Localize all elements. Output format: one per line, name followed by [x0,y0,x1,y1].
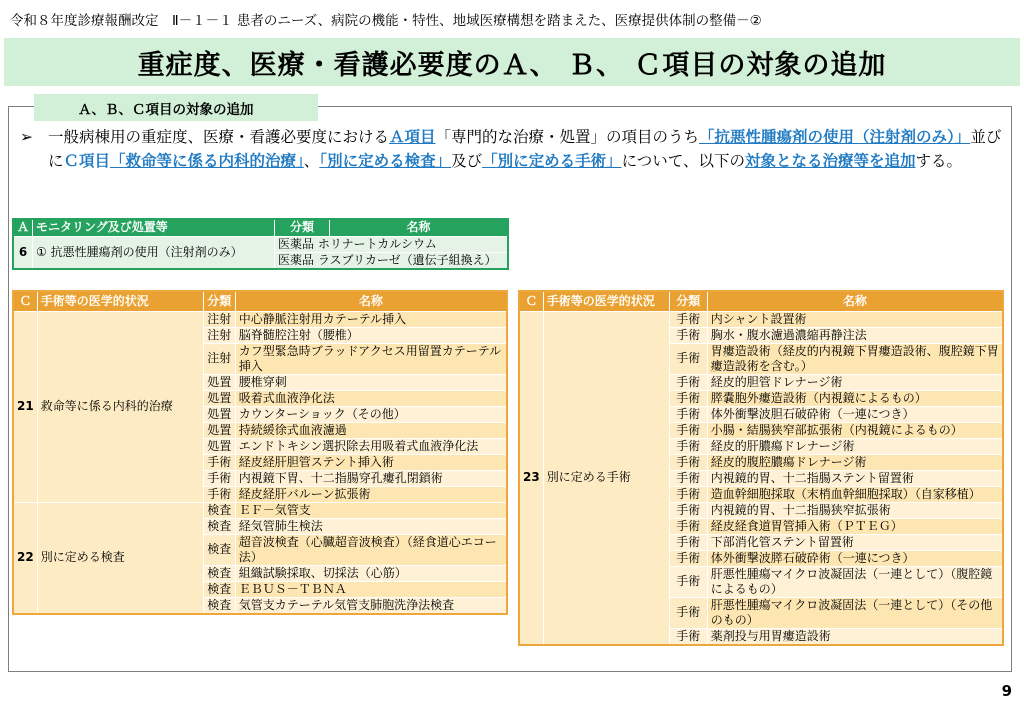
cell-name: 肝悪性腫瘍マイクロ波凝固法（一連として）（腹腔鏡によるもの） [707,566,1003,597]
cell-category: 処置 [203,390,235,406]
cell-category: 手術 [669,422,707,438]
col-c: Ｃ [13,291,37,311]
cell-category: 手術 [669,390,707,406]
cell-name: 中心静脈注射用カテーテル挿入 [235,311,507,327]
table-c-right [518,290,1004,646]
highlight-additions: 対象となる治療等を追加 [745,152,916,170]
highlight-antitumor: 「抗悪性腫瘍剤の使用（注射剤のみ）」 [699,128,971,146]
cell-category: 手術 [669,486,707,502]
cell-name: ホリナートカルシウム [317,236,437,251]
row-situation: 別に定める手術 [543,311,669,645]
cell-name: カフ型緊急時ブラッドアクセス用留置カテーテル挿入 [235,343,507,374]
cell-category: 手術 [203,454,235,470]
cell-category: 処置 [203,406,235,422]
table-c-right-body [519,311,1003,645]
cell-category: 手術 [669,628,707,645]
a-item-label: Ａ項目 [389,128,436,146]
bullet-arrow-icon: ➢ [20,128,33,146]
col-situation: 手術等の医学的状況 [37,291,203,311]
intro-text [48,125,1010,173]
cell-category: 処置 [203,438,235,454]
row-number: 23 [519,311,543,645]
row-number: 22 [13,502,37,614]
cell-name: 経皮経食道胃管挿入術（ＰＴＥＧ） [707,518,1003,534]
cell-name: 経皮的腹腔膿瘍ドレナージ術 [707,454,1003,470]
cell-name: 内シャント設置術 [707,311,1003,327]
row-item: ① 抗悪性腫瘍剤の使用（注射剤のみ） [33,236,275,269]
cell-name: 下部消化管ステント留置術 [707,534,1003,550]
cell-name: 膵嚢胞外瘻造設術（内視鏡によるもの） [707,390,1003,406]
c-item-label: Ｃ項目 [63,152,111,170]
intro-text-2: 「専門的な治療・処置」の項目のうち [435,128,700,146]
intro-text-5: 及び [451,152,483,170]
cell-name: 内視鏡的胃、十二指腸ステント留置術 [707,470,1003,486]
cell-name: 胸水・腹水濾過濃縮再静注法 [707,327,1003,343]
cell-name: 経気管肺生検法 [235,518,507,534]
cell-category: 手術 [669,374,707,390]
intro-text-6: について、以下の [621,152,745,170]
cell-name: 経皮的胆管ドレナージ術 [707,374,1003,390]
table-c-right-header [519,291,1003,311]
table-c-left-header [13,291,507,311]
cell-category: 検査 [203,518,235,534]
cell-category: 注射 [203,311,235,327]
intro-paragraph [20,125,1010,173]
cell-name: 持続緩徐式血液濾過 [235,422,507,438]
page-title: 重症度、医療・看護必要度のＡ、 Ｂ、 Ｃ項目の対象の追加 [137,49,887,81]
col-name: 名称 [235,291,507,311]
cell-category: 手術 [669,534,707,550]
highlight-lifesaving: 「救命等に係る内科的治療」 [110,152,304,170]
cell-category: 手術 [669,454,707,470]
cell-category: 検査 [203,581,235,597]
page-header: 令和８年度診療報酬改定 Ⅱ－１－１ 患者のニーズ、病院の機能・特性、地域医療構想を踏まえた、医療提供体制の整備－② [10,13,762,29]
table-c-left [12,290,508,615]
cell-name: 腰椎穿刺 [235,374,507,390]
cell-category: 手術 [669,311,707,327]
cell-name: 気管支カテーテル気管支肺胞洗浄法検査 [235,597,507,614]
cell-name: 内視鏡的胃、十二指腸狭窄拡張術 [707,502,1003,518]
cell-name: 胃瘻造設術（経皮的内視鏡下胃瘻造設術、腹腔鏡下胃瘻造設術を含む。） [707,343,1003,374]
cell-category: 検査 [203,534,235,565]
col-name: 名称 [707,291,1003,311]
table-c-left-body [13,311,507,614]
cell-category: 検査 [203,502,235,518]
intro-text-1: 一般病棟用の重症度、医療・看護必要度における [48,128,390,146]
intro-text-4: 、 [303,152,320,170]
section-tab: Ａ、Ｂ、Ｃ項目の対象の追加 [34,94,318,121]
col-situation: 手術等の医学的状況 [543,291,669,311]
cell-category: 手術 [669,566,707,597]
cell-category: 手術 [669,550,707,566]
cell-category: 手術 [203,486,235,502]
cell-name: 造血幹細胞採取（末梢血幹細胞採取）（自家移植） [707,486,1003,502]
cell-category: 処置 [203,422,235,438]
cell-name: 内視鏡下胃、十二指腸穿孔瘻孔閉鎖術 [235,470,507,486]
col-monitoring: モニタリング及び処置等 [33,219,275,236]
cell-category: 検査 [203,565,235,581]
cell-category: 処置 [203,374,235,390]
table-row [519,311,1003,327]
row-drug [275,252,508,269]
cell-name: カウンターショック（その他） [235,406,507,422]
cell-category: 手術 [669,343,707,374]
cell-category: 手術 [669,327,707,343]
table-row [13,236,508,252]
cell-name: 経皮的肝膿瘍ドレナージ術 [707,438,1003,454]
cell-name: 小腸・結腸狭窄部拡張術（内視鏡によるもの） [707,422,1003,438]
cell-category: 医薬品 [278,236,315,251]
cell-category: 注射 [203,343,235,374]
row-situation: 救命等に係る内科的治療 [37,311,203,502]
cell-category: 医薬品 [278,252,315,267]
col-a: Ａ [13,219,33,236]
highlight-surgery: 「別に定める手術」 [482,152,622,170]
intro-text-3: 並びに [48,128,1002,170]
cell-category: 手術 [669,518,707,534]
cell-name: 経皮経肝バルーン拡張術 [235,486,507,502]
cell-name: 組織試験採取、切採法（心筋） [235,565,507,581]
cell-name: 吸着式血液浄化法 [235,390,507,406]
cell-category: 手術 [669,502,707,518]
row-number: 21 [13,311,37,502]
table-row [13,311,507,327]
col-c: Ｃ [519,291,543,311]
cell-name: ラスブリカーゼ（遺伝子組換え） [317,252,497,267]
cell-name: ＥＦ－気管支 [235,502,507,518]
cell-category: 手術 [669,470,707,486]
table-a [12,218,509,270]
intro-text-7: する。 [915,152,963,170]
cell-name: 肝悪性腫瘍マイクロ波凝固法（一連として）（その他のもの） [707,597,1003,628]
cell-name: ＥＢＵＳ－ＴＢＮＡ [235,581,507,597]
cell-category: 検査 [203,597,235,614]
page-number: 9 [1001,682,1012,700]
cell-name: 超音波検査（心臓超音波検査）（経食道心エコー法） [235,534,507,565]
cell-category: 手術 [669,597,707,628]
table-row [13,502,507,518]
cell-name: エンドトキシン選択除去用吸着式血液浄化法 [235,438,507,454]
table-a-header [13,219,508,236]
cell-category: 手術 [669,438,707,454]
cell-category: 注射 [203,327,235,343]
col-category: 分類 [203,291,235,311]
col-name: 名称 [330,219,508,236]
title-bar [4,38,1020,86]
cell-name: 脳脊髄腔注射（腰椎） [235,327,507,343]
cell-category: 手術 [669,406,707,422]
cell-name: 薬剤投与用胃瘻造設術 [707,628,1003,645]
cell-category: 手術 [203,470,235,486]
row-drug [275,236,508,252]
row-situation: 別に定める検査 [37,502,203,614]
col-category: 分類 [669,291,707,311]
highlight-exams: 「別に定める検査」 [319,152,452,170]
cell-name: 経皮経肝胆管ステント挿入術 [235,454,507,470]
col-category: 分類 [275,219,330,236]
row-number: 6 [13,236,33,269]
cell-name: 体外衝撃波胆石破砕術（一連につき） [707,406,1003,422]
cell-name: 体外衝撃波膵石破砕術（一連につき） [707,550,1003,566]
